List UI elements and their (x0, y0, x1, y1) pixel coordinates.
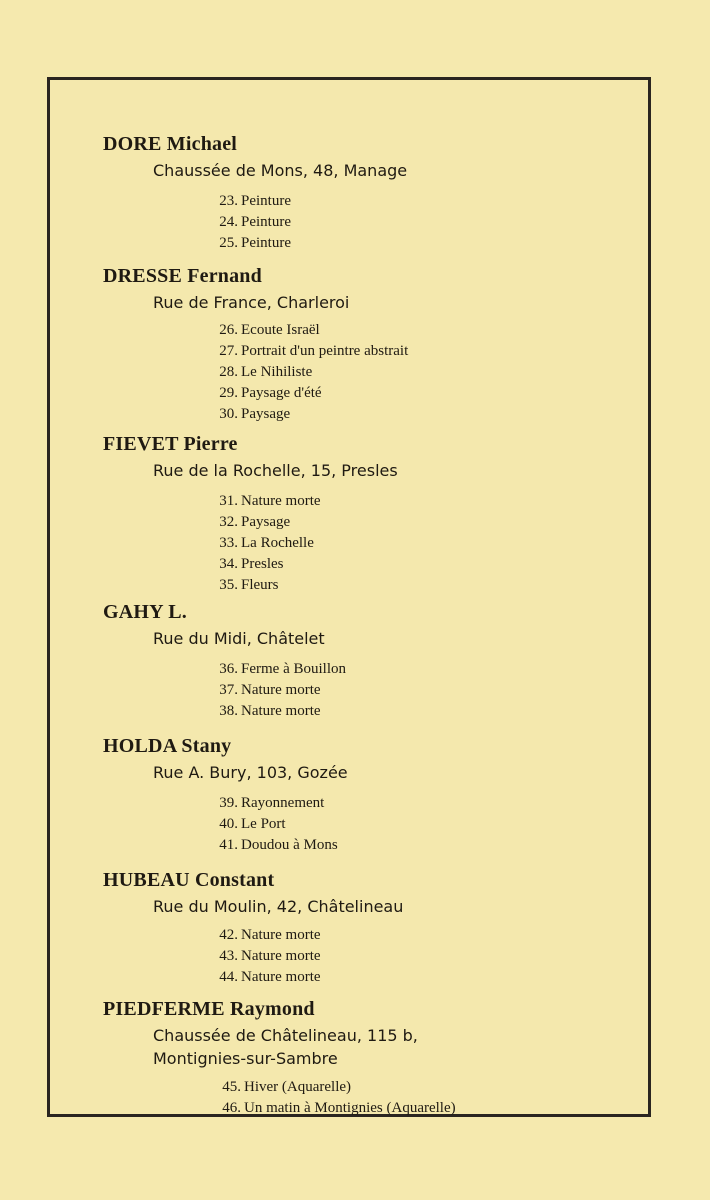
work-number: 38. (219, 703, 238, 719)
work-number: 44. (219, 969, 238, 985)
work-item (200, 320, 320, 341)
work-item (200, 383, 322, 404)
work-title: Peinture (241, 235, 291, 251)
work-number: 43. (219, 948, 238, 964)
artist-name: DRESSE Fernand (103, 265, 262, 287)
work-item (200, 554, 284, 575)
works-list (200, 793, 338, 856)
work-title: Peinture (241, 193, 291, 209)
work-title: Paysage (241, 514, 291, 530)
artist-address: Rue A. Bury, 103, Gozée (153, 763, 348, 782)
work-number: 40. (219, 816, 238, 832)
work-title: Doudou à Mons (241, 837, 338, 853)
work-item (203, 1077, 352, 1098)
work-title: Peinture (241, 214, 291, 230)
work-title: Le Nihiliste (241, 364, 313, 380)
work-title: Nature morte (241, 703, 321, 719)
work-item (200, 967, 321, 988)
work-title: Nature morte (241, 948, 321, 964)
work-item (200, 491, 321, 512)
work-title: Portrait d'un peintre abstrait (241, 343, 409, 359)
work-item (200, 701, 321, 722)
work-number: 33. (219, 535, 238, 551)
work-title: Rayonnement (241, 795, 325, 811)
artist-address-line2: Montignies-sur-Sambre (153, 1049, 338, 1068)
work-number: 28. (219, 364, 238, 380)
work-item (200, 835, 338, 856)
artist-address: Rue du Midi, Châtelet (153, 629, 325, 648)
artist-name: GAHY L. (103, 601, 187, 623)
work-number: 37. (219, 682, 238, 698)
work-title: Un matin à Montignies (Aquarelle) (244, 1100, 456, 1116)
work-number: 30. (219, 406, 238, 422)
work-item (200, 191, 291, 212)
artist-address: Chaussée de Mons, 48, Manage (153, 161, 408, 180)
work-title: Hiver (Aquarelle) (244, 1079, 352, 1095)
work-title: Paysage d'été (241, 385, 322, 401)
work-number: 35. (219, 577, 238, 593)
work-number: 36. (219, 661, 238, 677)
artist-name: HUBEAU Constant (103, 869, 275, 891)
work-number: 39. (219, 795, 238, 811)
work-item (200, 362, 313, 383)
artist-address: Rue de la Rochelle, 15, Presles (153, 461, 398, 480)
work-item (200, 946, 321, 967)
works-list (200, 320, 409, 425)
work-item (200, 659, 346, 680)
works-list (200, 191, 291, 254)
work-title: Nature morte (241, 682, 321, 698)
work-item (200, 212, 291, 233)
work-item (200, 925, 321, 946)
work-item (203, 1098, 456, 1119)
work-item (200, 404, 291, 425)
work-number: 31. (219, 493, 238, 509)
catalogue-frame (47, 77, 651, 1117)
work-number: 32. (219, 514, 238, 530)
work-item (200, 793, 325, 814)
artist-name: DORE Michael (103, 133, 238, 155)
work-title: Le Port (241, 816, 286, 832)
artist-name: PIEDFERME Raymond (103, 998, 315, 1020)
work-number: 29. (219, 385, 238, 401)
work-number: 46. (222, 1100, 241, 1116)
work-title: Nature morte (241, 493, 321, 509)
work-title: Presles (241, 556, 284, 572)
work-title: Nature morte (241, 969, 321, 985)
artist-address: Rue de France, Charleroi (153, 293, 350, 312)
work-item (200, 680, 321, 701)
work-number: 45. (222, 1079, 241, 1095)
artist-address: Chaussée de Châtelineau, 115 b, (153, 1026, 418, 1045)
works-list (203, 1077, 456, 1119)
work-number: 26. (219, 322, 238, 338)
works-list (200, 659, 346, 722)
work-number: 34. (219, 556, 238, 572)
work-item (200, 233, 291, 254)
work-title: Paysage (241, 406, 291, 422)
work-title: Fleurs (241, 577, 279, 593)
work-item (200, 512, 291, 533)
work-title: Nature morte (241, 927, 321, 943)
work-item (200, 575, 279, 596)
work-number: 23. (219, 193, 238, 209)
work-number: 41. (219, 837, 238, 853)
artist-address: Rue du Moulin, 42, Châtelineau (153, 897, 404, 916)
artist-name: HOLDA Stany (103, 735, 232, 757)
work-title: Ferme à Bouillon (241, 661, 346, 677)
artist-name: FIEVET Pierre (103, 433, 238, 455)
work-number: 24. (219, 214, 238, 230)
work-title: La Rochelle (241, 535, 314, 551)
work-number: 25. (219, 235, 238, 251)
works-list (200, 925, 321, 988)
work-number: 27. (219, 343, 238, 359)
works-list (200, 491, 321, 596)
work-item (200, 533, 314, 554)
work-number: 42. (219, 927, 238, 943)
work-title: Ecoute Israël (241, 322, 320, 338)
work-item (200, 814, 286, 835)
work-item (200, 341, 409, 362)
